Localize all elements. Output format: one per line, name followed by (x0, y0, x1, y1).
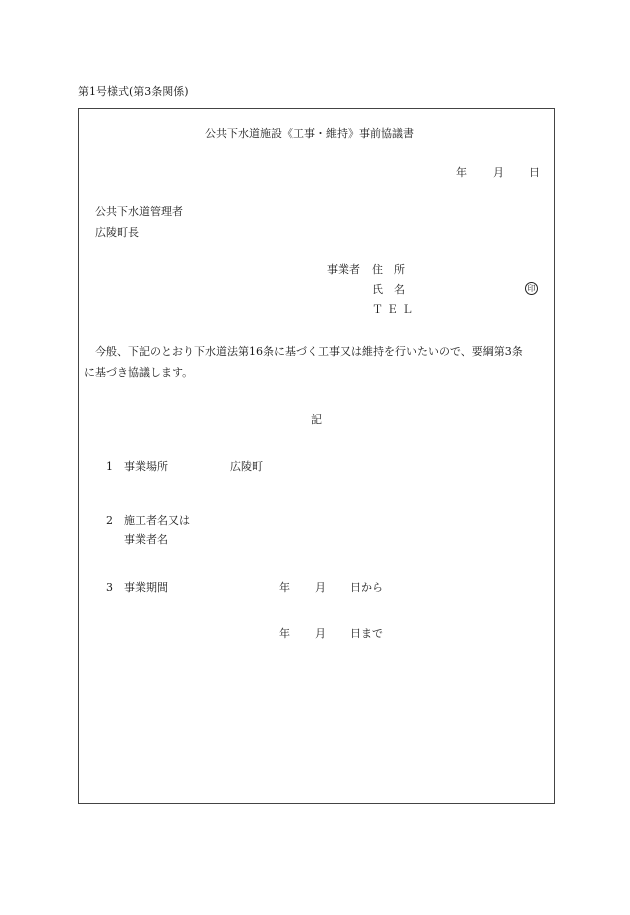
item-number: 1 (106, 460, 113, 473)
start-month: 月 (315, 581, 326, 594)
addressee-line1: 公共下水道管理者 (95, 205, 183, 218)
item-label: 事業場所 (124, 460, 168, 473)
end-month: 月 (315, 627, 326, 640)
item-label-line2: 事業者名 (124, 533, 168, 546)
date-year: 年 (456, 166, 467, 179)
item-number: 2 (106, 514, 113, 527)
start-day: 日から (350, 581, 383, 594)
body-line1: 今般、下記のとおり下水道法第16条に基づく工事又は維持を行いたいので、要綱第3条 (95, 345, 523, 358)
ki-heading: 記 (311, 413, 322, 426)
end-year: 年 (279, 627, 290, 640)
start-year: 年 (279, 581, 290, 594)
address-label: 住 所 (372, 263, 405, 276)
end-day: 日まで (350, 627, 383, 640)
form-number: 第1号様式(第3条関係) (78, 85, 189, 98)
item-number: 3 (106, 581, 113, 594)
body-line2: に基づき協議します。 (84, 366, 194, 379)
applicant-label: 事業者 (327, 263, 360, 276)
item-value: 広陵町 (230, 460, 263, 473)
item-label: 事業期間 (124, 581, 168, 594)
date-day: 日 (529, 166, 540, 179)
seal-mark: 印 (525, 282, 538, 295)
item-label-line1: 施工者名又は (124, 514, 190, 527)
document-title: 公共下水道施設《工事・維持》事前協議書 (205, 127, 414, 140)
addressee-line2: 広陵町長 (95, 226, 139, 239)
name-label: 氏 名 (372, 283, 405, 296)
date-month: 月 (493, 166, 504, 179)
tel-label: ＴＥＬ (372, 303, 417, 316)
